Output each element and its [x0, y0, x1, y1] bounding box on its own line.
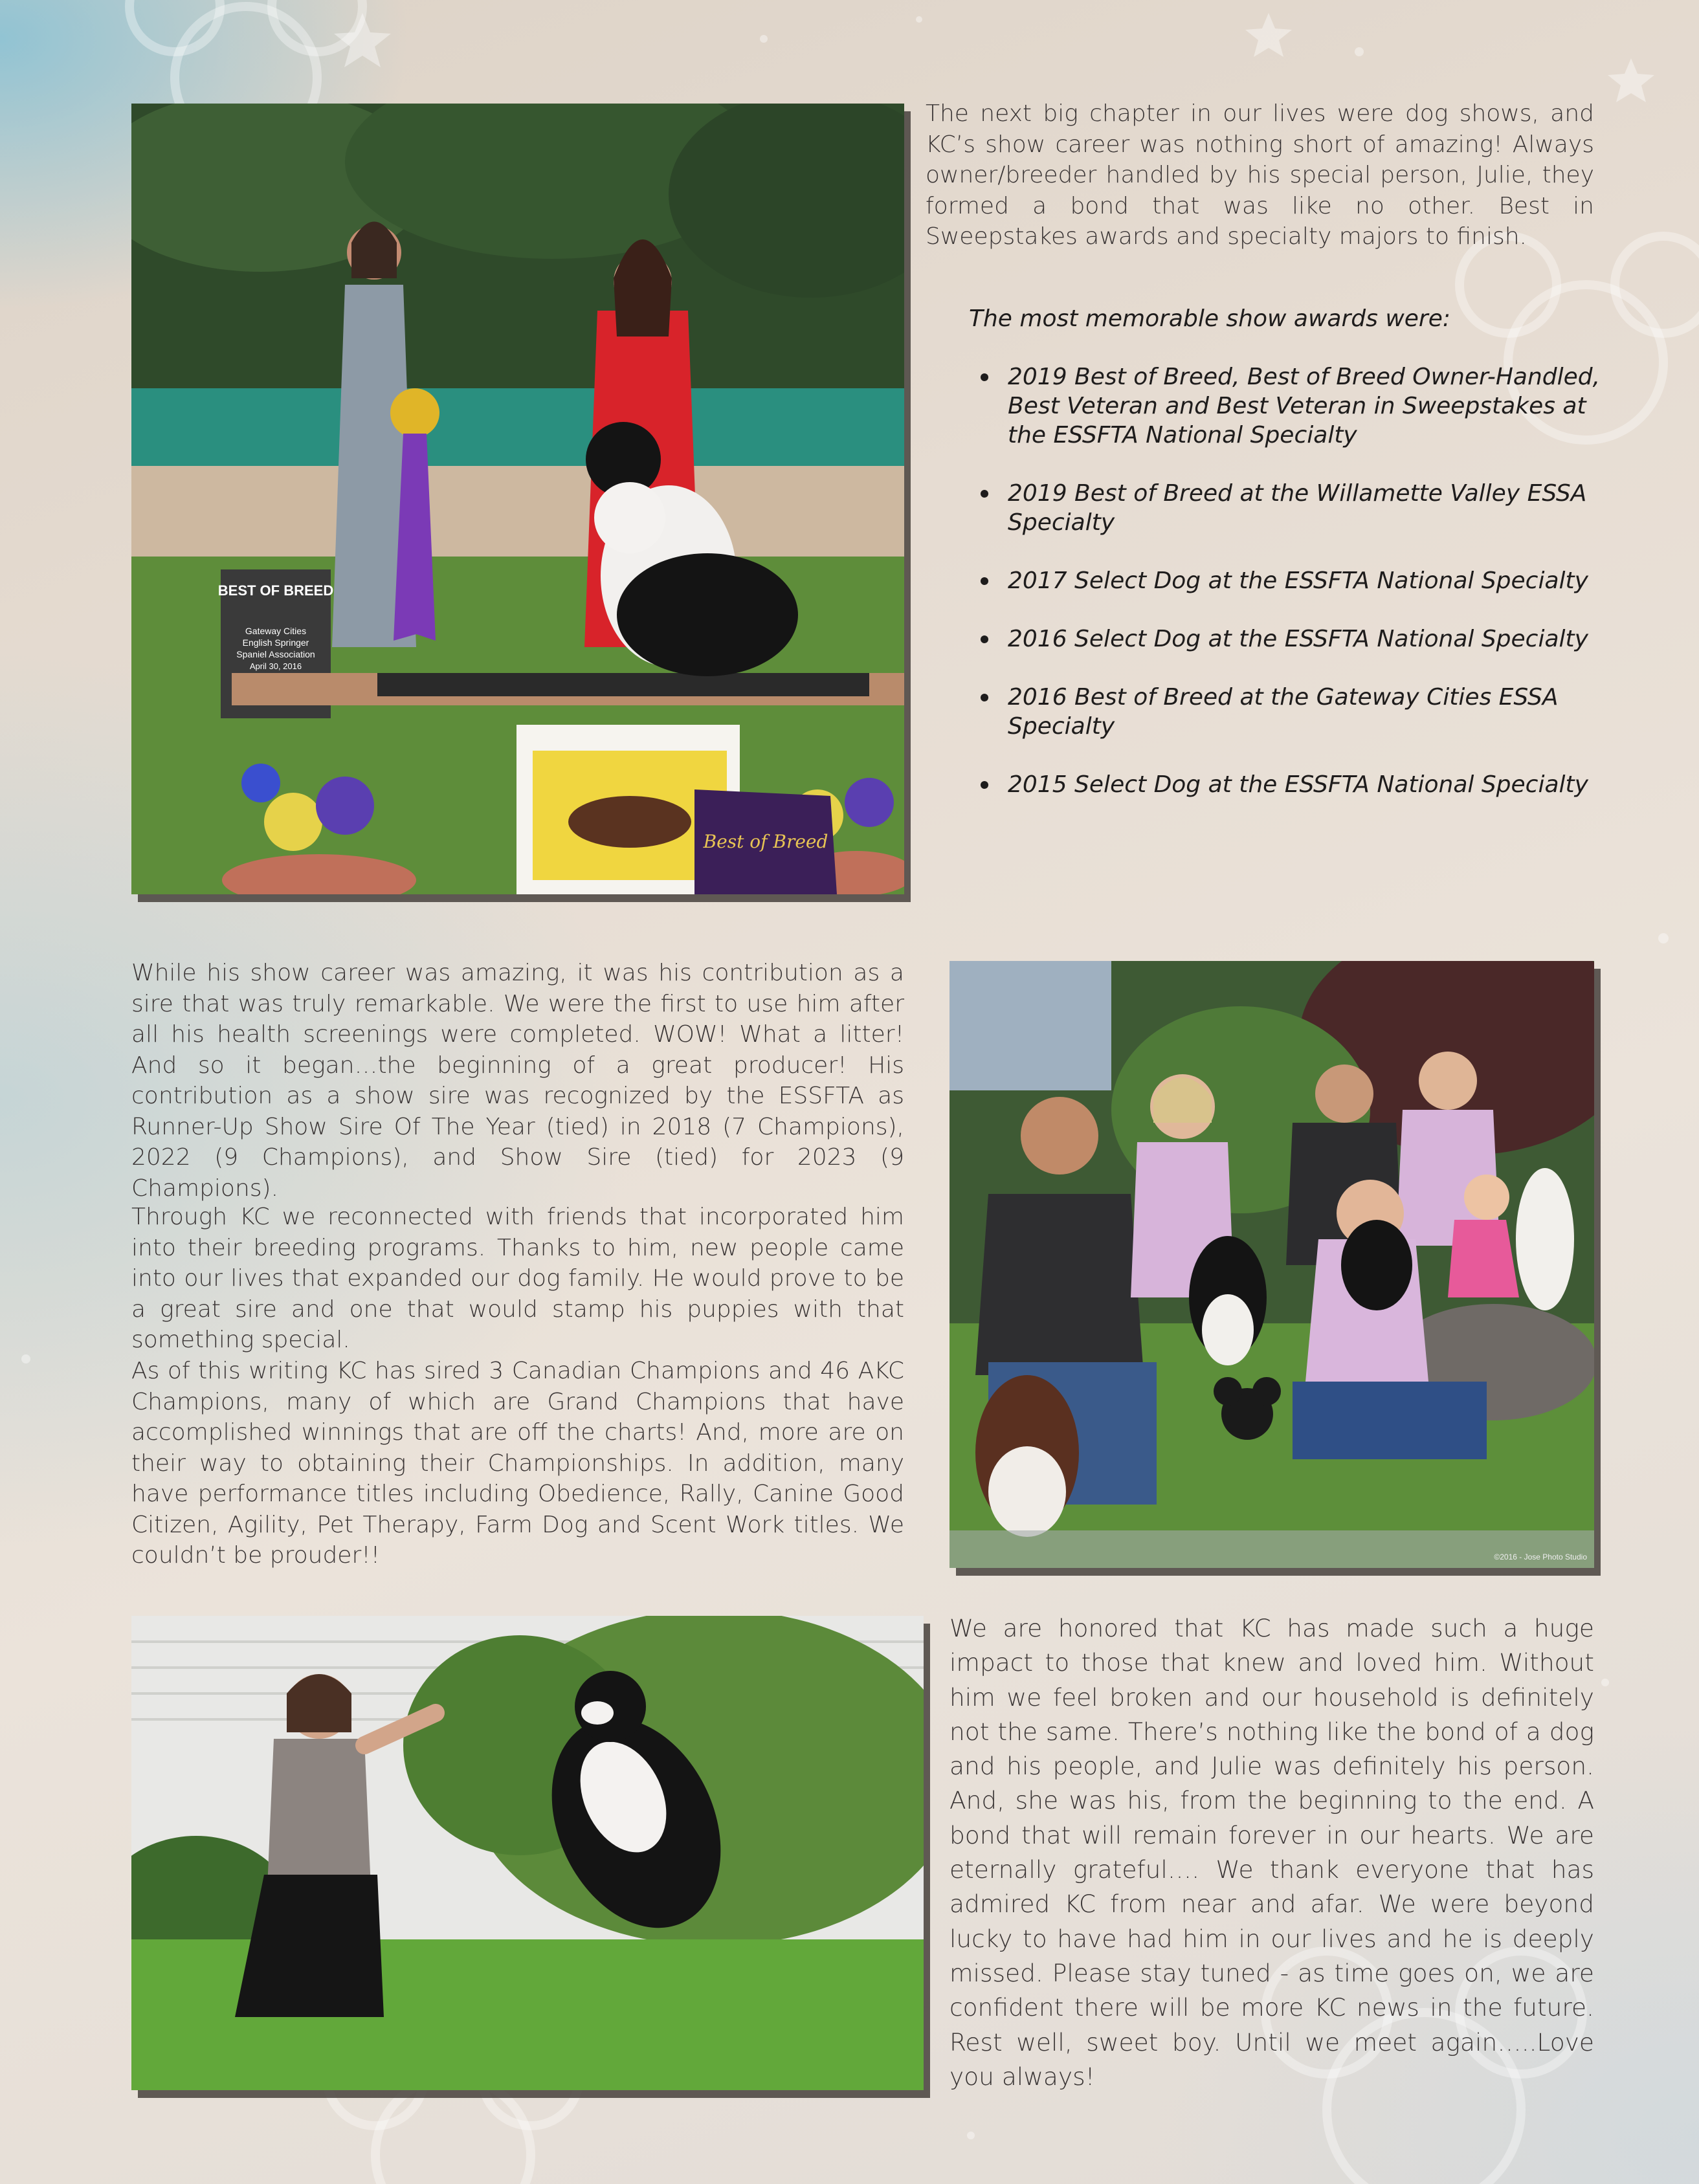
- sparkle-icon: [967, 2132, 975, 2139]
- friends-paragraph: Through KC we reconnected with friends that incorporated him into their breeding programs. Thanks to him, new people came into our lives that expanded our dog family. He would prove to be a great sire and one that would stamp his puppies with that something special.: [131, 1204, 904, 1353]
- sparkle-icon: [1658, 933, 1669, 943]
- family-group-photo: [949, 961, 1594, 1568]
- star-icon: [1245, 13, 1292, 57]
- placard-line: April 30, 2016: [249, 661, 302, 671]
- sparkle-icon: [21, 1354, 30, 1363]
- star-icon: [334, 13, 391, 67]
- sire-paragraph: While his show career was amazing, it was his contribution as a sire that was truly remarkable. We were the first to use him after all his health screenings were completed. WOW! What a litter! And so it began…the beginning of a great producer! His contribution as a show sire was recognized by the ESSFTA as Runner-Up Show Sire Of The Year (tied) in 2018 (7 Champions), 2022 (9 Champions), and Show Sire (tied) for 2023 (9 Champions).: [131, 960, 904, 1202]
- champions-paragraph: As of this writing KC has sired 3 Canadian Champions and 46 AKC Champions, many of which are Grand Champions that have accomplished winnings that are off the charts! And, more are on their way to obtaining their Championships. In addition, many have performance titles including Obedience, Rally, Canine Good Citizen, Agility, Pet Therapy, Farm Dog and Scent Work titles. We couldn’t be prouder!!: [131, 1358, 904, 1569]
- sparkle-icon: [916, 16, 922, 23]
- award-item: 2017 Select Dog at the ESSFTA National Specialty: [1008, 566, 1629, 595]
- star-icon: [1608, 58, 1654, 102]
- photo-watermark: ©2016 - Jose Photo Studio: [1494, 1552, 1587, 1561]
- pillow-text: Best of Breed: [703, 831, 828, 852]
- sparkle-icon: [760, 35, 768, 43]
- placard-line: Gateway Cities: [245, 626, 307, 636]
- award-item: 2019 Best of Breed at the Willamette Valley ESSA Specialty: [1008, 479, 1629, 537]
- placard-line: Spaniel Association: [236, 649, 315, 659]
- sparkle-icon: [1355, 47, 1364, 56]
- sparkle-icon: [1601, 1679, 1609, 1686]
- award-item: 2019 Best of Breed, Best of Breed Owner-Handled, Best Veteran and Best Veteran in Sweepstakes at the ESSFTA National Specialty: [1008, 362, 1629, 450]
- award-item: 2016 Best of Breed at the Gateway Cities ESSA Specialty: [1008, 683, 1629, 741]
- closing-paragraph: We are honored that KC has made such a huge impact to those that knew and loved him. Without him we feel broken and our household is definitely not the same. There’s nothing like the bond of a dog and his people, and Julie was definitely his person. And, she was his, from the beginning to the end. A bond that will remain forever in our hearts. We are eternally grateful…. We thank everyone that has admired KC from near and afar. We were beyond lucky to have had him in our lives and he is deeply missed. Please stay tuned - as time goes on, we are confident there will be more KC news in the future. Rest well, sweet boy. Until we meet again…..Love you always!: [949, 1614, 1594, 2091]
- jumping-dog-photo: [131, 1616, 924, 2090]
- show-ring-photo: [131, 104, 904, 894]
- placard-title: BEST OF BREED: [217, 582, 334, 599]
- awards-list: [969, 362, 1629, 828]
- awards-heading: The most memorable show awards were:: [969, 305, 1450, 332]
- award-item: 2015 Select Dog at the ESSFTA National Specialty: [1008, 770, 1629, 799]
- intro-paragraph: The next big chapter in our lives were dog shows, and KC’s show career was nothing short of amazing! Always owner/breeder handled by his special person, Julie, they formed a bond that was like no other. Best in Sweepstakes awards and specialty majors to finish.: [926, 100, 1594, 250]
- placard-line: English Springer: [242, 637, 309, 648]
- award-item: 2016 Select Dog at the ESSFTA National Specialty: [1008, 624, 1629, 654]
